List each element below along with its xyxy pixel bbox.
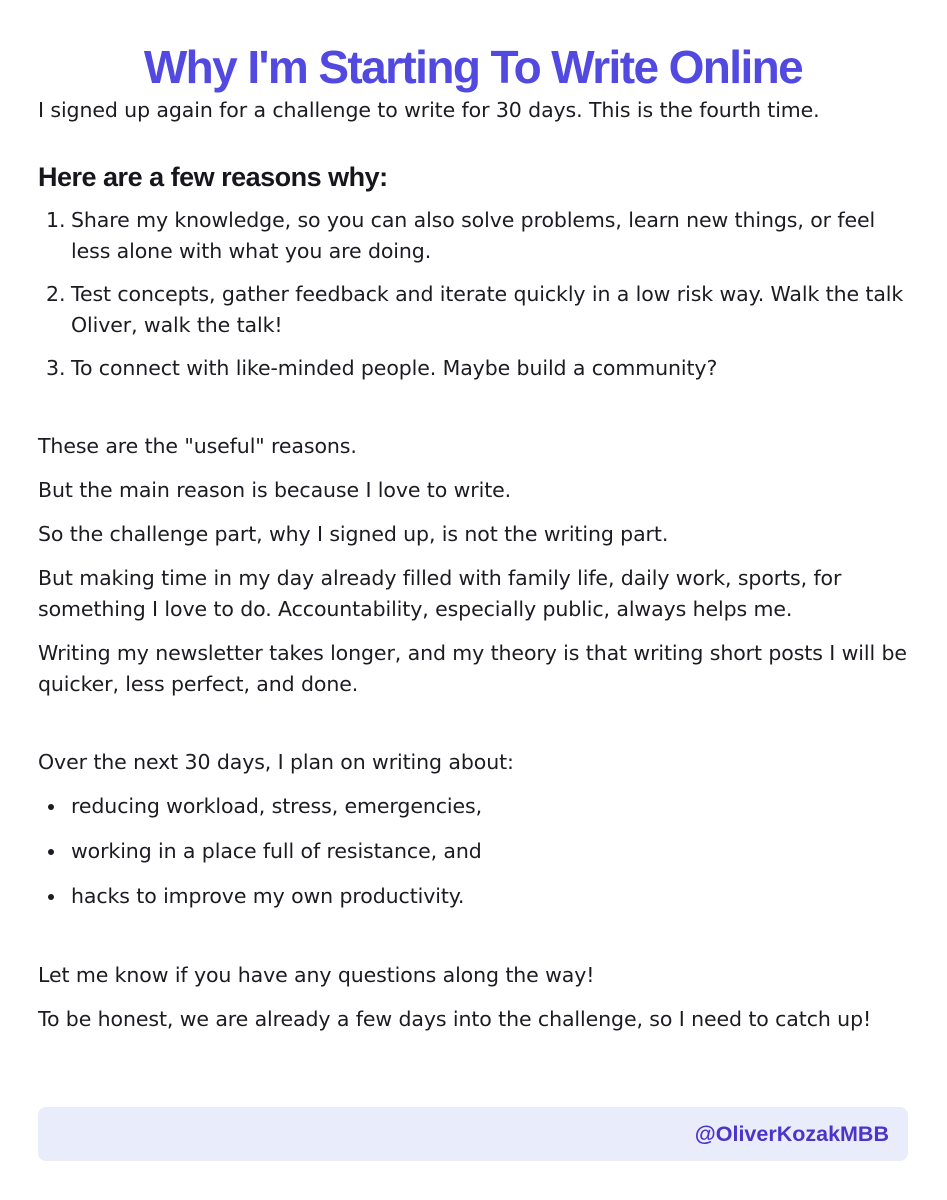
reason-text: Test concepts, gather feedback and iterate quickly in a low risk way. Walk the talk Oliver, walk the talk! (71, 282, 904, 337)
paragraph: These are the "useful" reasons. (38, 434, 357, 458)
plan-text: working in a place full of resistance, and (71, 839, 482, 863)
plan-text: hacks to improve my own productivity. (71, 884, 465, 908)
author-handle[interactable]: @OliverKozakMBB (694, 1122, 889, 1146)
plan-item (38, 836, 908, 867)
plan-text: reducing workload, stress, emergencies, (71, 794, 482, 818)
reason-number: 2. (46, 282, 66, 306)
outro-text: Let me know if you have any questions along the way! (38, 963, 595, 987)
bullet-icon (48, 804, 54, 810)
reason-text: Share my knowledge, so you can also solve problems, learn new things, or feel less alone with what you are doing. (71, 208, 876, 263)
reason-item (38, 353, 908, 384)
footer-banner (38, 1107, 908, 1161)
paragraph: Writing my newsletter takes longer, and my theory is that writing short posts I will be quicker, less perfect, and done. (38, 641, 907, 696)
reason-number: 1. (46, 208, 66, 232)
plans-list (38, 791, 908, 912)
reason-number: 3. (46, 356, 66, 380)
plan-item (38, 881, 908, 912)
reason-text: To connect with like-minded people. Maybe build a community? (71, 356, 718, 380)
reasons-list (38, 205, 908, 384)
plans-intro: Over the next 30 days, I plan on writing about: (38, 750, 514, 774)
article (38, 40, 908, 1048)
bullet-icon (48, 849, 54, 855)
reason-item (38, 205, 908, 267)
reason-item (38, 279, 908, 341)
paragraph: So the challenge part, why I signed up, is not the writing part. (38, 522, 669, 546)
outro-text: To be honest, we are already a few days into the challenge, so I need to catch up! (38, 1007, 872, 1031)
page-title: Why I'm Starting To Write Online (143, 41, 803, 93)
intro-text: I signed up again for a challenge to write for 30 days. This is the fourth time. (38, 98, 820, 122)
paragraph: But the main reason is because I love to write. (38, 478, 512, 502)
paragraph: But making time in my day already filled with family life, daily work, sports, for something I love to do. Accountability, especially public, always helps me. (38, 566, 842, 621)
bullet-icon (48, 894, 54, 900)
reasons-heading: Here are a few reasons why: (38, 162, 388, 192)
plan-item (38, 791, 908, 822)
